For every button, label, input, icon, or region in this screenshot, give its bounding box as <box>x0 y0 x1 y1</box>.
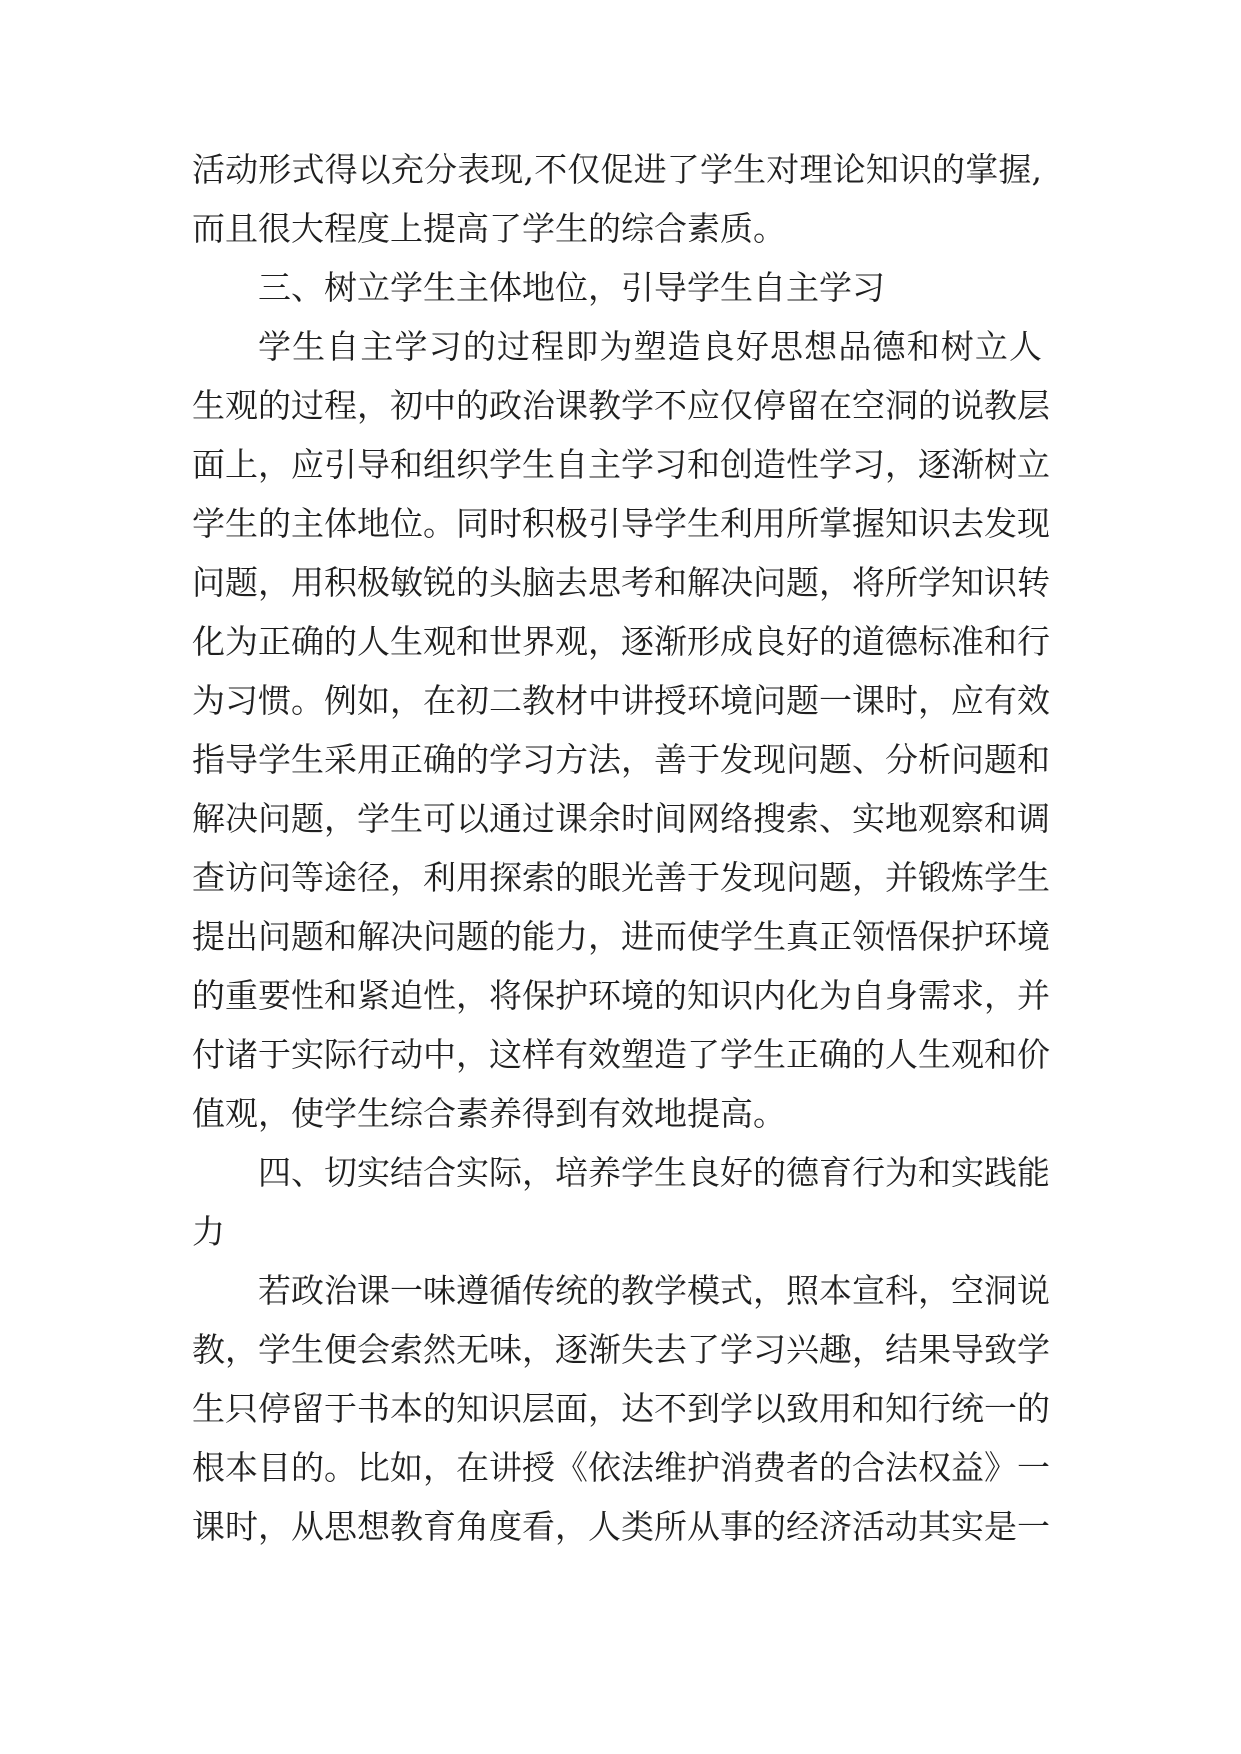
text-line: 问题，用积极敏锐的头脑去思考和解决问题，将所学知识转 <box>192 563 1050 602</box>
document-body <box>192 140 1050 1556</box>
text-line: 课时，从思想教育角度看，人类所从事的经济活动其实是一 <box>192 1507 1050 1546</box>
text-line: 值观，使学生综合素养得到有效地提高。 <box>192 1094 786 1133</box>
text-line: 查访问等途径，利用探索的眼光善于发现问题，并锻炼学生 <box>192 858 1050 897</box>
text-line: 三、树立学生主体地位，引导学生自主学习 <box>258 268 885 307</box>
text-line: 力 <box>192 1212 225 1251</box>
text-line: 若政治课一味遵循传统的教学模式，照本宣科，空洞说 <box>258 1271 1050 1310</box>
text-line: 解决问题，学生可以通过课余时间网络搜索、实地观察和调 <box>192 799 1050 838</box>
text-line: 生只停留于书本的知识层面，达不到学以致用和知行统一的 <box>192 1389 1050 1428</box>
text-line: 教，学生便会索然无味，逐渐失去了学习兴趣，结果导致学 <box>192 1330 1050 1369</box>
text-line: 四、切实结合实际，培养学生良好的德育行为和实践能 <box>258 1153 1050 1192</box>
text-line: 活动形式得以充分表现,不仅促进了学生对理论知识的掌握, <box>192 150 1042 189</box>
text-line: 提出问题和解决问题的能力，进而使学生真正领悟保护环境 <box>192 917 1050 956</box>
text-line: 为习惯。例如，在初二教材中讲授环境问题一课时，应有效 <box>192 681 1050 720</box>
text-line: 付诸于实际行动中，这样有效塑造了学生正确的人生观和价 <box>192 1035 1050 1074</box>
text-line: 而且很大程度上提高了学生的综合素质。 <box>192 209 786 248</box>
text-line: 化为正确的人生观和世界观，逐渐形成良好的道德标准和行 <box>192 622 1050 661</box>
text-line: 指导学生采用正确的学习方法，善于发现问题、分析问题和 <box>192 740 1050 779</box>
text-line: 学生自主学习的过程即为塑造良好思想品德和树立人 <box>258 327 1042 366</box>
text-line: 的重要性和紧迫性，将保护环境的知识内化为自身需求，并 <box>192 976 1050 1015</box>
text-line: 学生的主体地位。同时积极引导学生利用所掌握知识去发现 <box>192 504 1050 543</box>
text-line: 生观的过程，初中的政治课教学不应仅停留在空洞的说教层 <box>192 386 1050 425</box>
text-line: 面上，应引导和组织学生自主学习和创造性学习，逐渐树立 <box>192 445 1050 484</box>
text-line: 根本目的。比如，在讲授《依法维护消费者的合法权益》一 <box>192 1448 1050 1487</box>
